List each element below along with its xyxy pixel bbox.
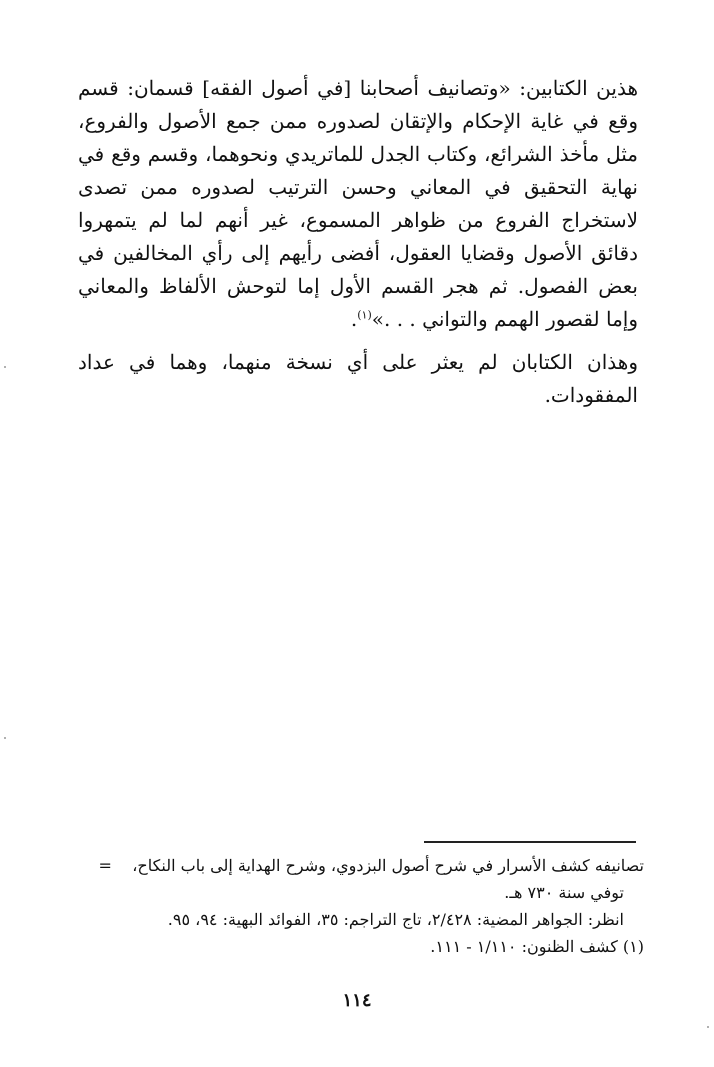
footnote-line (78, 879, 644, 906)
footnote-reference[interactable]: (١) (357, 308, 372, 322)
paragraph-2-text: وهذان الكتابان لم يعثر على أي نسخة منهما، وهما في عداد المفقودات. (78, 350, 638, 407)
footnote-line-text: انظر: الجواهر المضية: ٢/٤٢٨، تاج التراجم: ٣٥، الفوائد البهية: ٩٤، ٩٥. (167, 910, 624, 929)
paragraph-1-text: هذين الكتابين: «وتصانيف أصحابنا [في أصول الفقه] قسمان: قسم وقع في غاية الإحكام والإتقان لصدوره ممن جمع الأصول والفروع، مثل مأخذ الشرائع، وكتاب الجدل للماتريدي ونحوهما، وقسم وقع في نهاية التحقيق في المعاني وحسن الترتيب لصدوره ممن تصدى لاستخراج الفروع من ظواهر المسموع، غير أنهم لما لم يتمهروا دقائق الأصول وقضايا العقول، أفضى رأيهم إلى رأي المخالفين في بعض الفصول. ثم هجر القسم الأول إما لتوحش الألفاظ والمعاني وإما لقصور الهمم والتواني . . .» (78, 76, 638, 331)
footnote-line-text: تصانيفه كشف الأسرار في شرح أصول البزدوي، وشرح الهداية إلى باب النكاح، (132, 856, 644, 875)
footnote-line (78, 852, 644, 879)
footnote-line-text: توفي سنة ٧٣٠ هـ. (504, 883, 624, 902)
main-text (78, 72, 638, 412)
margin-dot (707, 1026, 709, 1028)
margin-dot (4, 737, 6, 739)
continuation-mark: = (98, 856, 112, 875)
footnote-line (78, 906, 644, 933)
footnote-separator (424, 841, 636, 843)
footnote-line-text: (١) كشف الظنون: ١/١١٠ - ١١١. (430, 937, 644, 956)
margin-dot (4, 366, 6, 368)
paragraph-1 (78, 72, 638, 336)
paragraph-2 (78, 346, 638, 412)
footnote-1 (78, 933, 644, 960)
page-number: ١١٤ (342, 990, 372, 1011)
paragraph-1-tail: . (350, 307, 358, 331)
footnotes (78, 852, 644, 960)
